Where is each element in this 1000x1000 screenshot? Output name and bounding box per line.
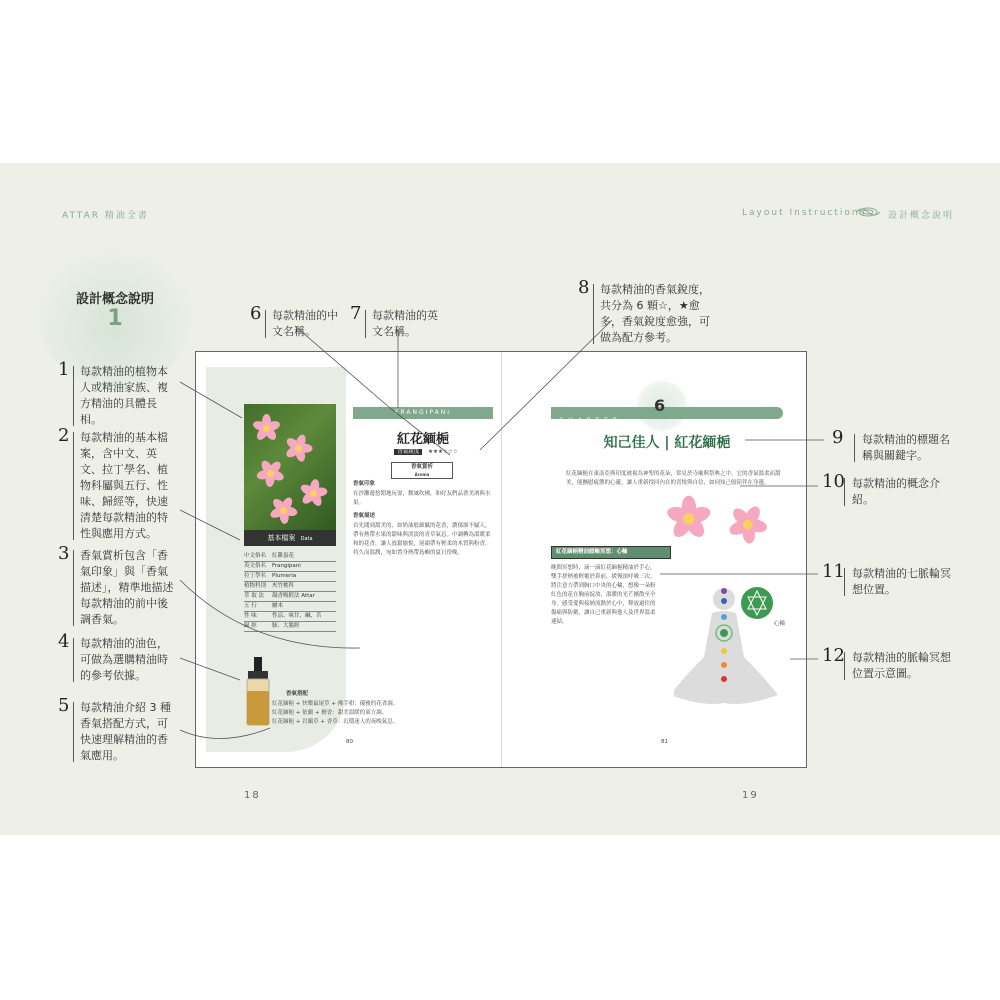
annotation-5 — [58, 695, 176, 764]
annotation-text: 每款精油的中文名稱。 — [272, 309, 338, 338]
annotation-10 — [822, 471, 952, 508]
flower-icon — [269, 496, 297, 524]
chapter-label: CHAPTER — [559, 417, 623, 424]
description-text: 首先聞到甜美的、如奶油般細膩的花香，濃郁卻不膩人，帶有熱帶水果的甜味與淡淡的青草氣息。中調轉為溫暖柔和的花香，讓人放鬆愉悅，尾韻帶有輕柔的木質與粉香，持久而溫潤，宛如置身熱帶島嶼的夏日傍晚。 — [353, 523, 491, 556]
annotation-12 — [822, 645, 952, 682]
annotation-text: 每款精油的脈輪冥想位置示意圖。 — [852, 651, 951, 680]
en-name: FRANGIPANI — [395, 409, 451, 416]
annotation-number: 4 — [58, 631, 70, 652]
annotation-number: 9 — [832, 427, 844, 448]
page-number-right: 19 — [742, 790, 759, 801]
annotation-text: 每款精油介紹 3 種香氣搭配方式，可快速理解精油的香氣應用。 — [80, 701, 171, 762]
en-name-band — [353, 407, 493, 419]
annotation-number: 12 — [822, 645, 845, 666]
header-right-cn: 設計概念說明 — [888, 211, 955, 221]
chapter-band — [551, 407, 783, 424]
annotation-number: 10 — [822, 471, 845, 492]
inner-spread — [195, 351, 807, 768]
blend-item: 紅花緬梔 + 岩蘭草 + 香草：沉穩迷人的夜晚氣息。 — [272, 719, 399, 725]
annotation-text: 每款精油的七脈輪冥想位置。 — [852, 567, 951, 596]
annotation-number: 7 — [350, 303, 362, 324]
annotation-text: 每款精油的概念介紹。 — [852, 477, 940, 506]
annotation-text: 每款精油的基本檔案，含中文、英文、拉丁學名、植物科屬與五行、性味、歸經等，快速清楚每款精油的特性與應用方式。 — [80, 431, 168, 540]
inner-page-number-right: 81 — [661, 739, 668, 745]
meditation-text: 晚間冥想時，滴一滴紅花緬梔精油於手心，雙手搓熱後輕覆於鼻前，緩慢深呼吸三次。將注意力帶到胸口中央的心輪，想像一朵粉紅色的花在胸前綻放，溫暖的光芒擴散至全身。感受愛與接納流動於心中，釋放過往的傷痛與防衛，讓自己重新與他人及世界溫柔連結。 — [551, 565, 656, 625]
plant-photo — [244, 404, 336, 530]
annotation-1 — [58, 359, 176, 428]
basic-row: 歸 經 肺、大腸經 — [244, 622, 336, 632]
flower-icon — [299, 479, 327, 507]
annotation-text: 每款精油的英文名稱。 — [372, 309, 438, 338]
concept-text: 紅花緬梔在東南亞與印度被視為神聖的花朵，常見於寺廟與祭典之中。它的香氣溫柔而甜美，能撫慰疲憊的心靈，讓人重新找回內在的喜悅與自信，如同知己般陪伴在身邊。 — [566, 471, 781, 486]
cn-name: 紅花緬梔 — [396, 432, 449, 447]
meditation-title: 紅花緬梔精油脈輪冥想：心輪 — [551, 546, 671, 559]
annotation-text: 每款精油的油色，可做為選購精油時的參考依據。 — [80, 637, 168, 682]
sharpness-stars: ★★★☆☆☆ — [428, 449, 458, 455]
basic-row: 性 味 性涼、味甘、鹹、苦 — [244, 612, 336, 622]
basic-row: 植物科別 夾竹桃科 — [244, 582, 336, 592]
annotation-7 — [350, 303, 440, 340]
annotation-text: 每款精油的標題名稱與關鍵字。 — [862, 433, 950, 462]
annotation-text: 香氣賞析包含「香氣印象」與「香氣描述」，精準地描述每款精油的前中後調香氣。 — [80, 549, 174, 626]
flower-icon — [256, 459, 284, 487]
sharpness-row: 香氣銳度 ★★★☆☆☆ — [366, 448, 486, 457]
impression-title: 香氣印象 — [353, 481, 376, 487]
blend-item: 紅花緬梔 + 快樂鼠尾草 + 佛手柑：優雅的花香調。 — [272, 701, 399, 707]
impression-text: 在沙灘邊悠閒地玩耍，微風吹拂，和好友們品著美酒與水果。 — [353, 491, 491, 506]
annotation-number: 3 — [58, 543, 70, 564]
flower-icon — [252, 414, 280, 442]
annotation-11 — [822, 561, 952, 598]
chapter-number: 6 — [654, 396, 666, 415]
basic-row: 五 行 屬木 — [244, 602, 336, 612]
section-title: 設計概念說明 — [75, 292, 154, 307]
header-left-title: ATTAR 精油全書 — [62, 211, 149, 221]
annotation-4 — [58, 631, 176, 684]
annotation-number: 8 — [578, 277, 590, 298]
basic-row: 中文俗名 紅雞蛋花 — [244, 552, 336, 562]
flower-icon — [666, 496, 711, 541]
chakra-label: 心輪 — [774, 621, 786, 627]
annotation-number: 6 — [250, 303, 262, 324]
annotation-2 — [58, 425, 176, 542]
description-title: 香氣描述 — [353, 513, 376, 519]
annotation-number: 5 — [58, 695, 70, 716]
flower-icon — [727, 504, 766, 543]
header-right-en: Layout Instructions — [742, 208, 867, 218]
annotation-3 — [58, 543, 176, 628]
blend-title: 香氣搭配 — [286, 691, 309, 697]
annotation-text: 每款精油的香氣銳度，共分為 6 顆☆，★愈多，香氣銳度愈強，可做為配方參考。 — [600, 283, 710, 344]
chakra-meditation-figure — [674, 577, 794, 727]
annotation-text: 每款精油的植物本人或精油家族、複方精油的具體長相。 — [80, 365, 168, 426]
annotation-6 — [250, 303, 340, 340]
annotation-9 — [832, 427, 952, 464]
annotation-number: 11 — [822, 561, 845, 582]
annotation-number: 1 — [58, 359, 70, 380]
basic-row: 英文俗名 Frangipani — [244, 562, 336, 572]
page-number-left: 18 — [244, 790, 261, 801]
basic-row: 拉丁學名 Plumeria — [244, 572, 336, 582]
spread-gutter — [501, 352, 502, 767]
basic-profile-header: 基本檔案 Data — [244, 530, 336, 546]
inner-page-number-left: 80 — [346, 739, 353, 745]
flower-icon — [284, 434, 312, 462]
oil-bottle-icon — [244, 657, 274, 727]
blend-item: 紅花緬梔 + 依蘭 + 檀香：甜美溫暖的東方調。 — [272, 710, 388, 716]
annotation-8 — [578, 277, 718, 346]
basic-row: 萃 取 法 凝香吸附法 Attar — [244, 592, 336, 602]
annotation-number: 2 — [58, 425, 70, 446]
section-number: 1 — [107, 306, 123, 331]
aroma-title-box: 香氣賞析 Aroma — [391, 462, 453, 479]
chapter-title: 知己佳人 | 紅花緬梔 — [603, 435, 731, 451]
